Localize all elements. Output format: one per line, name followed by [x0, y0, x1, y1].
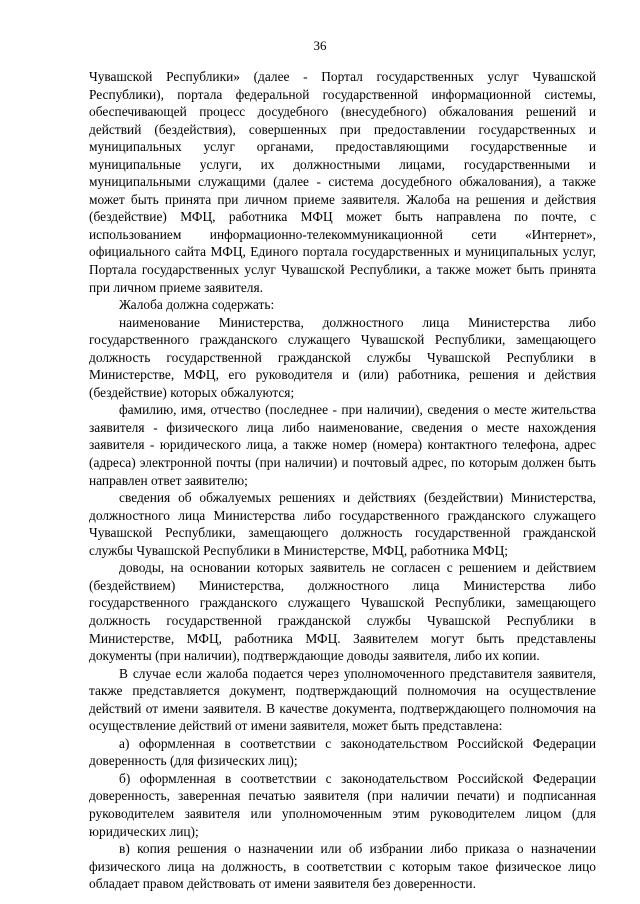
paragraph-item-applicant-details: фамилию, имя, отчество (последнее - при наличии), сведения о месте жительства заявителя - физического лица либо наименование, сведения о месте нахождения заявителя - юридического лица, а также номер (номера) контактного телефона, адрес (адреса) электронной почты (при наличии) и почтовый адрес, по которым должен быть направлен ответ заявителю; — [89, 402, 596, 488]
paragraph-item-arguments: доводы, на основании которых заявитель не согласен с решением и действием (бездействием) Министерства, должностного лица Министерства либо государственного гражданского служащего Чувашской Республики, замещающего должность государственной гражданской службы Чувашской Республики в Министерстве, МФЦ, работника МФЦ. Заявителем могут быть представлены документы (при наличии), подтверждающие доводы заявителя, либо их копии. — [89, 560, 596, 664]
paragraph-continuation: Чувашской Республики» (далее - Портал государственных услуг Чувашской Республики), портала федеральной государственной информационной системы, обеспечивающей процесс досудебного (внесудебного) обжалования решений и действий (бездействия), совершенных при предоставлении государственных и муниципальных услуг органами, предоставляющими государственные и муниципальные услуги, их должностными лицами, государственными и муниципальными служащими (далее - система досудебного обжалования), а также может быть принята при личном приеме заявителя. Жалоба на решения и действия (бездействие) МФЦ, работника МФЦ может быть направлена по почте, с использованием информационно-телекоммуникационной сети «Интернет», официального сайта МФЦ, Единого портала государственных и муниципальных услуг, Портала государственных услуг Чувашской Республики, а также может быть принята при личном приеме заявителя. — [89, 69, 596, 295]
paragraph-item-decisions: сведения об обжалуемых решениях и действиях (бездействии) Министерства, должностного лица Министерства либо государственного гражданского служащего Чувашской Республики, замещающего должность государственной гражданской службы Чувашской Республики в Министерстве, МФЦ, работника МФЦ; — [89, 490, 596, 558]
paragraph-item-name: наименование Министерства, должностного лица Министерства либо государственного гражданского служащего Чувашской Республики, замещающего должность государственной гражданской службы Чувашской Республики в Министерстве, МФЦ, его руководителя и (или) работника, решения и действия (бездействие) которых обжалуются; — [89, 314, 596, 400]
paragraph-option-a: а) оформленная в соответствии с законодательством Российской Федерации доверенность (для физических лиц); — [89, 735, 596, 769]
paragraph-option-b: б) оформленная в соответствии с законодательством Российской Федерации доверенность, заверенная печатью заявителя (при наличии печати) и подписанная руководителем заявителя или уполномоченным этим руководителем лицом (для юридических лиц); — [89, 770, 596, 839]
page-number: 36 — [313, 38, 327, 53]
paragraph-complaint-contents-heading: Жалоба должна содержать: — [119, 297, 275, 313]
paragraph-representative: В случае если жалоба подается через уполномоченного представителя заявителя, также представляется документ, подтверждающий полномочия на осуществление действий от имени заявителя. В качестве документа, подтверждающего полномочия на осуществление действий от имени заявителя, может быть представлена: — [89, 665, 596, 734]
paragraph-option-c: в) копия решения о назначении или об избрании либо приказа о назначении физического лица на должность, в соответствии с которым такое физическое лицо обладает правом действовать от имени заявителя без доверенности. — [89, 841, 596, 892]
document-body — [89, 68, 596, 893]
